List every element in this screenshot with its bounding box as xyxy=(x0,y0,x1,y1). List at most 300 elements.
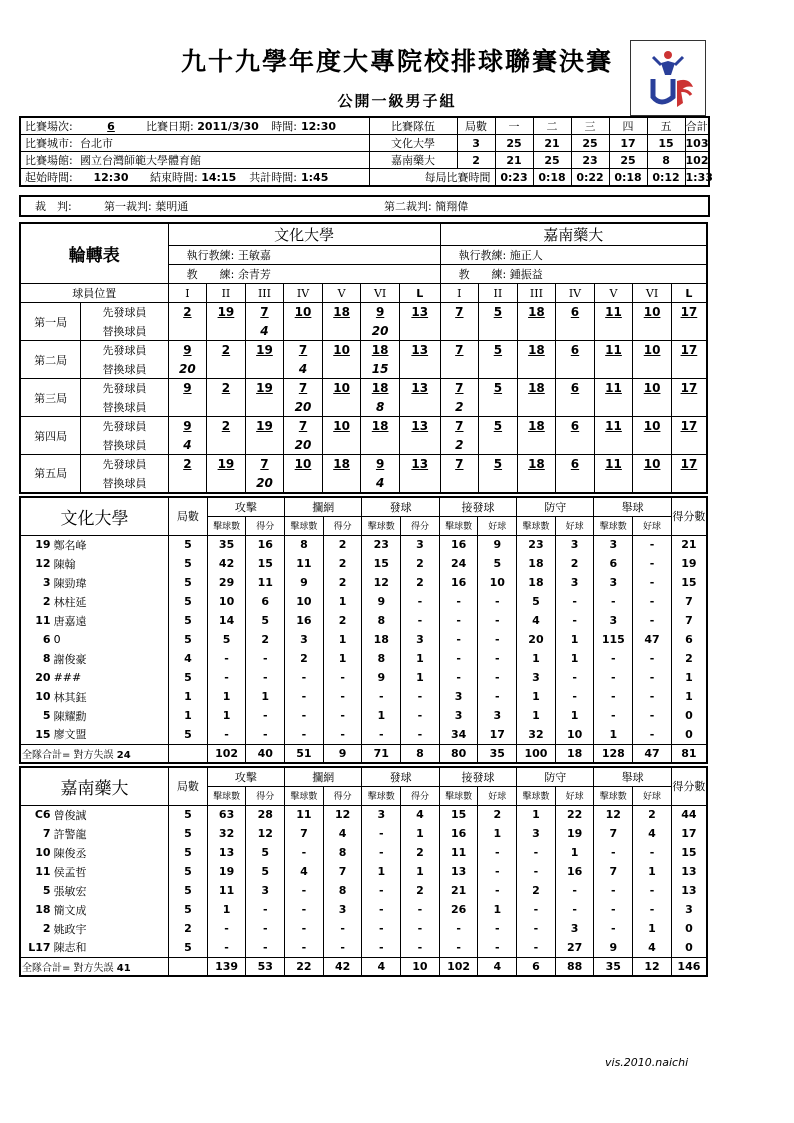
player-stat: 1 xyxy=(517,805,556,824)
player-row xyxy=(20,611,707,630)
venue-value: 國立台灣師範大學體育館 xyxy=(76,152,369,169)
player-stat: 17 xyxy=(671,824,707,843)
player-name: 陳翰 xyxy=(53,554,169,573)
team2-sub xyxy=(633,436,672,455)
rotation-team1: 文化大學 xyxy=(168,223,440,246)
team1-starter: 9 xyxy=(168,417,207,436)
stats-score-subheader: 得分 xyxy=(323,516,362,535)
player-stat: 18 xyxy=(517,554,556,573)
stats-team-name: 嘉南藥大 xyxy=(20,767,169,805)
player-stat: - xyxy=(285,687,324,706)
player-stat: 18 xyxy=(362,630,401,649)
player-stat: - xyxy=(633,573,672,592)
player-stat: - xyxy=(246,919,285,938)
team1-starter: 19 xyxy=(245,379,284,398)
player-stat: - xyxy=(246,706,285,725)
team2-sub xyxy=(517,322,556,341)
player-stat: 2 xyxy=(285,649,324,668)
player-stat: 42 xyxy=(207,554,246,573)
team2-starter: 10 xyxy=(633,455,672,474)
team1-coach-name: 王敏嘉 xyxy=(237,249,271,262)
team1-starter: 2 xyxy=(207,379,246,398)
player-stat: 1 xyxy=(555,630,594,649)
team2-sub xyxy=(556,360,595,379)
player-stat: 34 xyxy=(439,725,478,744)
team2-starter: 10 xyxy=(633,341,672,360)
team-total-stat: 100 xyxy=(517,744,556,763)
team2-starter: 11 xyxy=(594,455,633,474)
team1-starter: 7 xyxy=(245,303,284,322)
team2-score-4: 25 xyxy=(609,152,647,169)
stats-good-subheader: 好球 xyxy=(478,786,517,805)
stats-set-header: 舉球 xyxy=(594,767,671,786)
player-stat: - xyxy=(323,938,362,957)
team1-score-4: 17 xyxy=(609,135,647,152)
team1-starter: 2 xyxy=(207,341,246,360)
player-row xyxy=(20,919,707,938)
team2-coach xyxy=(440,246,707,265)
team-total-stat: 88 xyxy=(555,957,594,976)
player-name: 陳耀勳 xyxy=(53,706,169,725)
teams-label: 比賽隊伍 xyxy=(369,117,457,135)
team2-sub xyxy=(479,398,518,417)
team1-starter: 13 xyxy=(399,379,440,398)
player-stat: 3 xyxy=(555,919,594,938)
rotation-team2: 嘉南藥大 xyxy=(440,223,707,246)
city-value: 台北市 xyxy=(76,135,369,152)
set-header-1: 一 xyxy=(495,117,533,135)
player-stat: - xyxy=(285,725,324,744)
player-stat: 2 xyxy=(323,573,362,592)
player-stat: 5 xyxy=(169,554,208,573)
player-stat: 5 xyxy=(478,554,517,573)
rotation-set-name: 第四局 xyxy=(20,417,81,455)
player-stat: - xyxy=(633,843,672,862)
team-total-stat: 80 xyxy=(439,744,478,763)
stats-sets-header: 局數 xyxy=(169,767,208,805)
team1-starter: 19 xyxy=(245,417,284,436)
player-stat: - xyxy=(594,919,633,938)
player-stat: - xyxy=(478,630,517,649)
sub-label: 替換球員 xyxy=(81,360,168,379)
stats-block-header: 攔網 xyxy=(285,767,362,786)
player-number: 2 xyxy=(20,919,53,938)
stats-score-subheader: 得分 xyxy=(323,786,362,805)
position-header: VI xyxy=(361,284,400,303)
venue-label: 比賽場館: xyxy=(20,152,76,169)
player-number: 18 xyxy=(20,900,53,919)
player-name: 林其鈺 xyxy=(53,687,169,706)
player-number: 3 xyxy=(20,573,53,592)
stats-score-subheader: 得分 xyxy=(401,516,440,535)
player-name: 簡文成 xyxy=(53,900,169,919)
team2-sub xyxy=(440,360,479,379)
player-stat: 5 xyxy=(169,592,208,611)
player-stat: - xyxy=(478,592,517,611)
player-stat: - xyxy=(594,668,633,687)
player-stat: 9 xyxy=(285,573,324,592)
position-header: IV xyxy=(284,284,323,303)
team2-sub xyxy=(633,398,672,417)
player-row xyxy=(20,630,707,649)
player-stat: 4 xyxy=(517,611,556,630)
asst-label: 教 練: xyxy=(186,268,235,281)
player-stat: 3 xyxy=(439,706,478,725)
player-stat: 3 xyxy=(401,535,440,554)
player-stat: - xyxy=(555,687,594,706)
stats-attempts-subheader: 擊球數 xyxy=(285,786,324,805)
set-time-total: 1:33 xyxy=(685,169,709,187)
player-stat: - xyxy=(633,706,672,725)
player-stat: 1 xyxy=(555,649,594,668)
player-stat: - xyxy=(207,938,246,957)
player-stat: 1 xyxy=(555,706,594,725)
player-stat: - xyxy=(555,881,594,900)
stats-good-subheader: 好球 xyxy=(555,516,594,535)
player-stat: - xyxy=(246,668,285,687)
team-total-stat: 139 xyxy=(207,957,246,976)
team1-name: 文化大學 xyxy=(369,135,457,152)
player-stat: - xyxy=(517,862,556,881)
player-stat: 7 xyxy=(594,824,633,843)
stats-attempts-subheader: 擊球數 xyxy=(594,786,633,805)
player-stat: - xyxy=(246,900,285,919)
player-stat: 3 xyxy=(246,881,285,900)
team1-coach xyxy=(168,246,440,265)
team2-starter: 7 xyxy=(440,455,479,474)
team1-starter: 9 xyxy=(361,455,400,474)
player-stat: - xyxy=(362,824,401,843)
team1-sub xyxy=(322,360,361,379)
team1-sub: 4 xyxy=(284,360,323,379)
player-name: 謝俊豪 xyxy=(53,649,169,668)
player-stat: 11 xyxy=(285,805,324,824)
position-header: V xyxy=(322,284,361,303)
team2-starter: 6 xyxy=(556,417,595,436)
player-row xyxy=(20,668,707,687)
player-stat: 19 xyxy=(555,824,594,843)
team2-starter: 7 xyxy=(440,417,479,436)
stats-header-row xyxy=(20,767,707,786)
second-referee: 第二裁判: 簡翔偉 xyxy=(384,200,469,213)
player-number: C6 xyxy=(20,805,53,824)
total-time: 1:45 xyxy=(301,169,369,187)
team-total-stat: 128 xyxy=(594,744,633,763)
team2-starter: 17 xyxy=(671,303,707,322)
team1-sub: 15 xyxy=(361,360,400,379)
player-stat: - xyxy=(517,938,556,957)
team2-starter: 18 xyxy=(517,341,556,360)
player-stat: - xyxy=(207,668,246,687)
team-total-stat: 4 xyxy=(478,957,517,976)
team2-coach-name: 施正人 xyxy=(509,249,543,262)
team-total-stat: 146 xyxy=(671,957,707,976)
player-row xyxy=(20,592,707,611)
player-stat: 15 xyxy=(439,805,478,824)
player-stat: 1 xyxy=(478,824,517,843)
player-stat: 13 xyxy=(207,843,246,862)
player-stat: - xyxy=(362,687,401,706)
player-name: 陳勁瑋 xyxy=(53,573,169,592)
team2-score-5: 8 xyxy=(647,152,685,169)
player-stat: 5 xyxy=(246,843,285,862)
stats-attack-header: 攻擊 xyxy=(207,497,284,516)
set-time-1: 0:23 xyxy=(495,169,533,187)
stats-defense-header: 防守 xyxy=(517,497,594,516)
set-time-label: 每局比賽時間 xyxy=(369,169,495,187)
team1-starter: 13 xyxy=(399,341,440,360)
player-stat: 5 xyxy=(169,862,208,881)
rotation-set-name: 第五局 xyxy=(20,455,81,493)
rotation-set-name: 第一局 xyxy=(20,303,81,341)
player-number: 10 xyxy=(20,687,53,706)
player-stat: 26 xyxy=(439,900,478,919)
player-stat: - xyxy=(246,938,285,957)
player-number: 8 xyxy=(20,649,53,668)
rotation-sub-row xyxy=(20,436,707,455)
player-stat: - xyxy=(285,919,324,938)
team2-total: 102 xyxy=(685,153,709,167)
player-stat: - xyxy=(517,919,556,938)
team2-sub xyxy=(440,474,479,493)
player-stat: 16 xyxy=(439,535,478,554)
team-total-label xyxy=(20,957,169,976)
team2-starter: 10 xyxy=(633,417,672,436)
position-header: IV xyxy=(556,284,595,303)
player-stat: 3 xyxy=(478,706,517,725)
stats-good-subheader: 好球 xyxy=(555,786,594,805)
player-stat: - xyxy=(285,938,324,957)
team-total-stat: 81 xyxy=(671,744,707,763)
team1-starter: 10 xyxy=(284,455,323,474)
team1-sub: 20 xyxy=(245,474,284,493)
team1-starter: 19 xyxy=(207,303,246,322)
team2-sets: 2 xyxy=(457,152,495,169)
team1-starter: 18 xyxy=(322,303,361,322)
player-name: 陳志和 xyxy=(53,938,169,957)
player-stat: - xyxy=(478,649,517,668)
team1-sub: 20 xyxy=(168,360,207,379)
stats-serve-header: 發球 xyxy=(362,767,439,786)
team1-starter: 13 xyxy=(399,417,440,436)
player-stat: - xyxy=(555,611,594,630)
player-stat: 16 xyxy=(285,611,324,630)
team1-sub xyxy=(168,474,207,493)
coach-label: 執行教練: xyxy=(186,249,235,262)
player-stat: 12 xyxy=(362,573,401,592)
stats-good-subheader: 好球 xyxy=(633,516,672,535)
team1-score-3: 25 xyxy=(571,135,609,152)
player-stat: 0 xyxy=(671,938,707,957)
team1-sub: 4 xyxy=(245,322,284,341)
time-label: 時間: xyxy=(248,117,301,135)
player-stat: 1 xyxy=(633,862,672,881)
team1-asst-name: 余青芳 xyxy=(237,268,271,281)
position-header: III xyxy=(245,284,284,303)
player-stat: - xyxy=(323,668,362,687)
player-stat: 7 xyxy=(323,862,362,881)
team1-starter: 19 xyxy=(245,341,284,360)
city-label: 比賽城市: xyxy=(20,135,76,152)
player-stat: 21 xyxy=(439,881,478,900)
rotation-starter-row xyxy=(20,379,707,398)
player-stat: 4 xyxy=(401,805,440,824)
team2-starter: 11 xyxy=(594,379,633,398)
team2-sub xyxy=(556,474,595,493)
team1-sub xyxy=(245,398,284,417)
stats-attempts-subheader: 擊球數 xyxy=(207,786,246,805)
player-stat: 8 xyxy=(323,843,362,862)
player-name: ### xyxy=(53,668,169,687)
player-stat: - xyxy=(594,592,633,611)
player-stat: - xyxy=(478,687,517,706)
team2-starter: 7 xyxy=(440,341,479,360)
rotation-set-name: 第三局 xyxy=(20,379,81,417)
player-name: 侯孟哲 xyxy=(53,862,169,881)
player-stat: 27 xyxy=(555,938,594,957)
player-stat: 5 xyxy=(169,630,208,649)
player-stat: - xyxy=(633,668,672,687)
player-name: 許警龍 xyxy=(53,824,169,843)
total-label: 全隊合計= 對方失誤 xyxy=(22,749,114,761)
total-time-label: 共計時間: xyxy=(248,169,301,187)
player-stat: 3 xyxy=(323,900,362,919)
player-number: 10 xyxy=(20,843,53,862)
player-stat: 2 xyxy=(169,919,208,938)
team1-sub: 20 xyxy=(284,398,323,417)
team2-starter: 18 xyxy=(517,303,556,322)
player-row xyxy=(20,554,707,573)
stats-attempts-subheader: 擊球數 xyxy=(207,516,246,535)
team2-starter: 6 xyxy=(556,341,595,360)
player-stat: 23 xyxy=(362,535,401,554)
player-stat: - xyxy=(323,725,362,744)
player-row xyxy=(20,725,707,744)
team1-score-1: 25 xyxy=(495,135,533,152)
stats-score-subheader: 得分 xyxy=(246,516,285,535)
stats-header-row xyxy=(20,497,707,516)
page-title: 九十九學年度大專院校排球聯賽決賽 xyxy=(180,47,613,76)
position-header: II xyxy=(207,284,246,303)
team1-starter: 18 xyxy=(322,455,361,474)
stats-attempts-subheader: 擊球數 xyxy=(362,516,401,535)
player-stat: 3 xyxy=(555,535,594,554)
player-stat: - xyxy=(594,843,633,862)
sum-label: 合計 xyxy=(685,117,709,135)
player-stat: 9 xyxy=(362,668,401,687)
team2-sub xyxy=(594,436,633,455)
player-row xyxy=(20,649,707,668)
player-stat: - xyxy=(633,554,672,573)
team2-sub xyxy=(556,322,595,341)
team1-starter: 10 xyxy=(284,303,323,322)
team2-sub xyxy=(479,474,518,493)
player-stat: - xyxy=(594,687,633,706)
starter-label: 先發球員 xyxy=(81,303,168,322)
player-stat: 19 xyxy=(207,862,246,881)
team-total-row xyxy=(20,957,707,976)
player-stat: 22 xyxy=(555,805,594,824)
rotation-sub-row xyxy=(20,474,707,493)
player-stat: 3 xyxy=(594,611,633,630)
team1-sub: 8 xyxy=(361,398,400,417)
player-stat: - xyxy=(401,611,440,630)
team1-sub xyxy=(168,398,207,417)
player-stat: - xyxy=(285,843,324,862)
player-stat: - xyxy=(594,900,633,919)
player-stat: - xyxy=(439,649,478,668)
team2-sub xyxy=(479,360,518,379)
player-stat: 1 xyxy=(362,706,401,725)
player-stat: - xyxy=(207,919,246,938)
stats-set-header: 舉球 xyxy=(594,497,671,516)
position-header: I xyxy=(168,284,207,303)
player-stat: - xyxy=(633,535,672,554)
time-value: 12:30 xyxy=(301,117,369,135)
player-name: 唐嘉遠 xyxy=(53,611,169,630)
rotation-set-name: 第二局 xyxy=(20,341,81,379)
team1-sub xyxy=(207,474,246,493)
player-stat: - xyxy=(555,592,594,611)
team2-starter: 18 xyxy=(517,417,556,436)
team2-starter: 11 xyxy=(594,303,633,322)
team1-starter: 10 xyxy=(322,341,361,360)
player-stat: - xyxy=(439,611,478,630)
player-stat: 2 xyxy=(323,611,362,630)
player-stat: - xyxy=(478,843,517,862)
player-stat: 15 xyxy=(246,554,285,573)
team1-sub xyxy=(245,360,284,379)
team1-sub xyxy=(399,360,440,379)
team-total-label xyxy=(20,744,169,763)
player-stat: - xyxy=(594,649,633,668)
player-stat: 2 xyxy=(478,805,517,824)
player-stat: - xyxy=(517,900,556,919)
team-total-stat: 35 xyxy=(594,957,633,976)
player-stat: - xyxy=(633,725,672,744)
team2-sub: 2 xyxy=(440,436,479,455)
player-stat: 44 xyxy=(671,805,707,824)
player-stat: - xyxy=(362,881,401,900)
team2-score-1: 21 xyxy=(495,152,533,169)
end-time: 結束時間: 14:15 xyxy=(146,169,248,187)
team2-sub xyxy=(517,436,556,455)
player-stat: 12 xyxy=(323,805,362,824)
team1-starter: 13 xyxy=(399,455,440,474)
stats-block-header: 攔網 xyxy=(285,497,362,516)
player-stat: - xyxy=(401,725,440,744)
opp-errors: 41 xyxy=(116,962,131,974)
player-stat: 1 xyxy=(671,668,707,687)
player-stat: 19 xyxy=(671,554,707,573)
player-stat: 2 xyxy=(323,554,362,573)
team1-sub xyxy=(361,436,400,455)
player-stat: 8 xyxy=(285,535,324,554)
asst-label: 教 練: xyxy=(458,268,507,281)
team2-starter: 5 xyxy=(479,379,518,398)
player-number: 2 xyxy=(20,592,53,611)
team2-starter: 5 xyxy=(479,341,518,360)
player-stat: - xyxy=(207,649,246,668)
stats-score-subheader: 得分 xyxy=(401,786,440,805)
rotation-starter-row xyxy=(20,341,707,360)
player-stat: 7 xyxy=(671,592,707,611)
team1-sub xyxy=(245,436,284,455)
player-stat: - xyxy=(478,668,517,687)
team2-sub xyxy=(633,360,672,379)
player-stat: - xyxy=(478,938,517,957)
team-total-stat: 102 xyxy=(439,957,478,976)
